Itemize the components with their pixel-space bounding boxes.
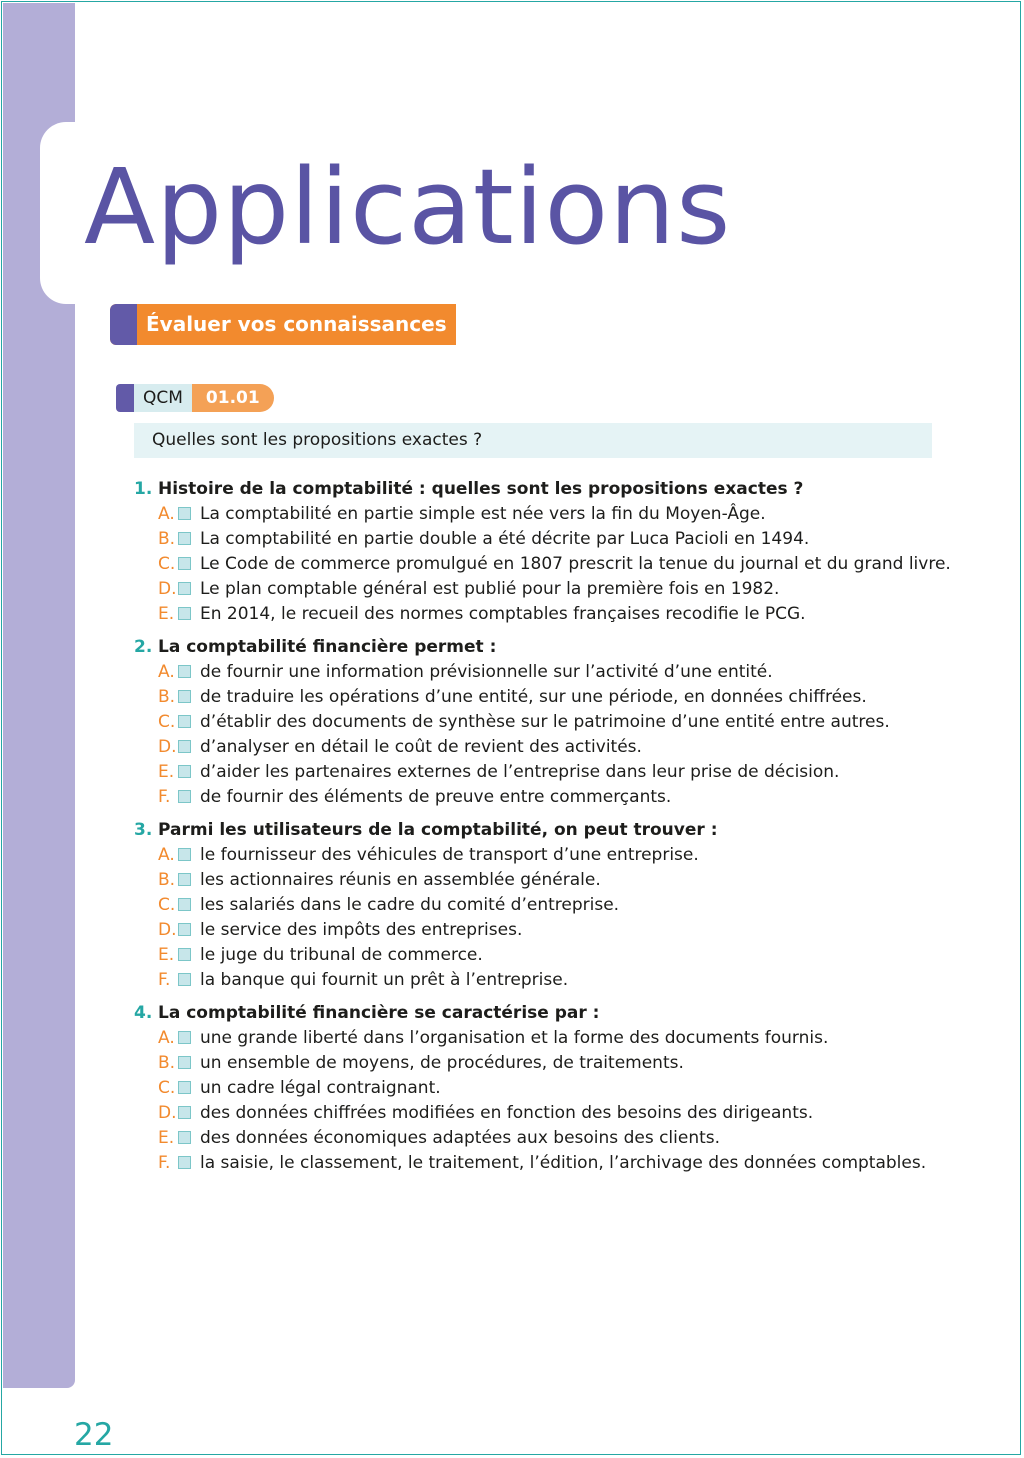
instruction-box — [134, 423, 932, 458]
answer-option[interactable] — [134, 967, 954, 992]
checkbox[interactable] — [178, 715, 191, 728]
checkbox[interactable] — [178, 973, 191, 986]
option-text: le fournisseur des véhicules de transport d’une entreprise. — [200, 844, 699, 865]
option-text: le juge du tribunal de commerce. — [200, 944, 483, 965]
option-letter: F. — [158, 969, 171, 990]
option-text: un cadre légal contraignant. — [200, 1077, 441, 1098]
option-letter: B. — [158, 869, 176, 890]
instruction-text: Quelles sont les propositions exactes ? — [152, 430, 483, 450]
section-banner — [110, 304, 456, 345]
question-heading — [134, 1000, 954, 1025]
option-letter: F. — [158, 786, 171, 807]
question-heading — [134, 476, 954, 501]
option-letter: E. — [158, 761, 175, 782]
exercise-badge — [116, 384, 274, 412]
answer-option[interactable] — [134, 601, 954, 626]
option-letter: E. — [158, 603, 175, 624]
option-text: les actionnaires réunis en assemblée générale. — [200, 869, 601, 890]
exercise-type: QCM — [134, 384, 192, 412]
checkbox[interactable] — [178, 607, 191, 620]
option-text: le service des impôts des entreprises. — [200, 919, 523, 940]
checkbox[interactable] — [178, 740, 191, 753]
option-text: En 2014, le recueil des normes comptables françaises recodifie le PCG. — [200, 603, 806, 624]
question-number: 2. — [134, 636, 153, 657]
option-text: Le plan comptable général est publié pour la première fois en 1982. — [200, 578, 780, 599]
option-text: des données économiques adaptées aux besoins des clients. — [200, 1127, 721, 1148]
checkbox[interactable] — [178, 557, 191, 570]
checkbox[interactable] — [178, 898, 191, 911]
question-number: 3. — [134, 819, 153, 840]
question-block — [134, 1000, 954, 1175]
answer-option[interactable] — [134, 1125, 954, 1150]
question-heading — [134, 634, 954, 659]
checkbox[interactable] — [178, 790, 191, 803]
checkbox[interactable] — [178, 1131, 191, 1144]
answer-option[interactable] — [134, 942, 954, 967]
option-letter: A. — [158, 661, 175, 682]
section-title: Évaluer vos connaissances — [146, 312, 447, 336]
exercise-badge-accent — [116, 384, 134, 412]
page-title: Applications — [84, 146, 732, 268]
checkbox[interactable] — [178, 507, 191, 520]
option-letter: E. — [158, 944, 175, 965]
option-letter: F. — [158, 1152, 171, 1173]
answer-option[interactable] — [134, 892, 954, 917]
question-number: 1. — [134, 478, 153, 499]
option-letter: D. — [158, 1102, 177, 1123]
option-letter: B. — [158, 1052, 176, 1073]
answer-option[interactable] — [134, 842, 954, 867]
checkbox[interactable] — [178, 582, 191, 595]
section-banner-accent — [110, 304, 137, 345]
answer-option[interactable] — [134, 659, 954, 684]
option-text: Le Code de commerce promulgué en 1807 prescrit la tenue du journal et du grand livre. — [200, 553, 951, 574]
option-text: un ensemble de moyens, de procédures, de traitements. — [200, 1052, 684, 1073]
checkbox[interactable] — [178, 1081, 191, 1094]
checkbox[interactable] — [178, 1156, 191, 1169]
option-text: d’analyser en détail le coût de revient des activités. — [200, 736, 642, 757]
checkbox[interactable] — [178, 1106, 191, 1119]
answer-option[interactable] — [134, 784, 954, 809]
option-text: La comptabilité en partie double a été décrite par Luca Pacioli en 1494. — [200, 528, 810, 549]
checkbox[interactable] — [178, 948, 191, 961]
option-letter: D. — [158, 919, 177, 940]
option-text: de traduire les opérations d’une entité, sur une période, en données chiffrées. — [200, 686, 867, 707]
option-text: les salariés dans le cadre du comité d’entreprise. — [200, 894, 620, 915]
checkbox[interactable] — [178, 1056, 191, 1069]
option-letter: C. — [158, 553, 176, 574]
option-letter: C. — [158, 894, 176, 915]
option-text: des données chiffrées modifiées en fonction des besoins des dirigeants. — [200, 1102, 814, 1123]
option-text: la banque qui fournit un prêt à l’entreprise. — [200, 969, 569, 990]
question-number: 4. — [134, 1002, 153, 1023]
answer-option[interactable] — [134, 1150, 954, 1175]
checkbox[interactable] — [178, 665, 191, 678]
answer-option[interactable] — [134, 709, 954, 734]
option-letter: E. — [158, 1127, 175, 1148]
option-letter: A. — [158, 844, 175, 865]
checkbox[interactable] — [178, 690, 191, 703]
checkbox[interactable] — [178, 532, 191, 545]
option-letter: D. — [158, 736, 177, 757]
option-letter: B. — [158, 528, 176, 549]
question-block — [134, 817, 954, 992]
answer-option[interactable] — [134, 1075, 954, 1100]
checkbox[interactable] — [178, 923, 191, 936]
answer-option[interactable] — [134, 1100, 954, 1125]
answer-option[interactable] — [134, 759, 954, 784]
answer-option[interactable] — [134, 1025, 954, 1050]
option-letter: D. — [158, 578, 177, 599]
checkbox[interactable] — [178, 765, 191, 778]
question-text: La comptabilité financière permet : — [158, 636, 497, 657]
answer-option[interactable] — [134, 501, 954, 526]
answer-option[interactable] — [134, 526, 954, 551]
answer-option[interactable] — [134, 684, 954, 709]
checkbox[interactable] — [178, 873, 191, 886]
answer-option[interactable] — [134, 867, 954, 892]
exercise-number: 01.01 — [192, 384, 274, 412]
option-text: La comptabilité en partie simple est née vers la fin du Moyen-Âge. — [200, 503, 766, 524]
answer-option[interactable] — [134, 1050, 954, 1075]
option-letter: A. — [158, 503, 175, 524]
question-block — [134, 476, 954, 626]
answer-option[interactable] — [134, 551, 954, 576]
question-text: Histoire de la comptabilité : quelles sont les propositions exactes ? — [158, 478, 804, 499]
option-text: une grande liberté dans l’organisation et la forme des documents fournis. — [200, 1027, 829, 1048]
question-block — [134, 634, 954, 809]
question-text: La comptabilité financière se caractérise par : — [158, 1002, 600, 1023]
checkbox[interactable] — [178, 1031, 191, 1044]
question-heading — [134, 817, 954, 842]
option-text: d’établir des documents de synthèse sur le patrimoine d’une entité entre autres. — [200, 711, 890, 732]
option-text: la saisie, le classement, le traitement, l’édition, l’archivage des données comptables. — [200, 1152, 927, 1173]
page-number: 22 — [74, 1417, 114, 1453]
answer-option[interactable] — [134, 917, 954, 942]
option-text: d’aider les partenaires externes de l’entreprise dans leur prise de décision. — [200, 761, 840, 782]
option-letter: C. — [158, 711, 176, 732]
option-text: de fournir une information prévisionnelle sur l’activité d’une entité. — [200, 661, 773, 682]
option-letter: C. — [158, 1077, 176, 1098]
checkbox[interactable] — [178, 848, 191, 861]
answer-option[interactable] — [134, 576, 954, 601]
option-letter: A. — [158, 1027, 175, 1048]
question-list — [134, 476, 954, 1183]
answer-option[interactable] — [134, 734, 954, 759]
option-text: de fournir des éléments de preuve entre commerçants. — [200, 786, 672, 807]
question-text: Parmi les utilisateurs de la comptabilité, on peut trouver : — [158, 819, 718, 840]
option-letter: B. — [158, 686, 176, 707]
